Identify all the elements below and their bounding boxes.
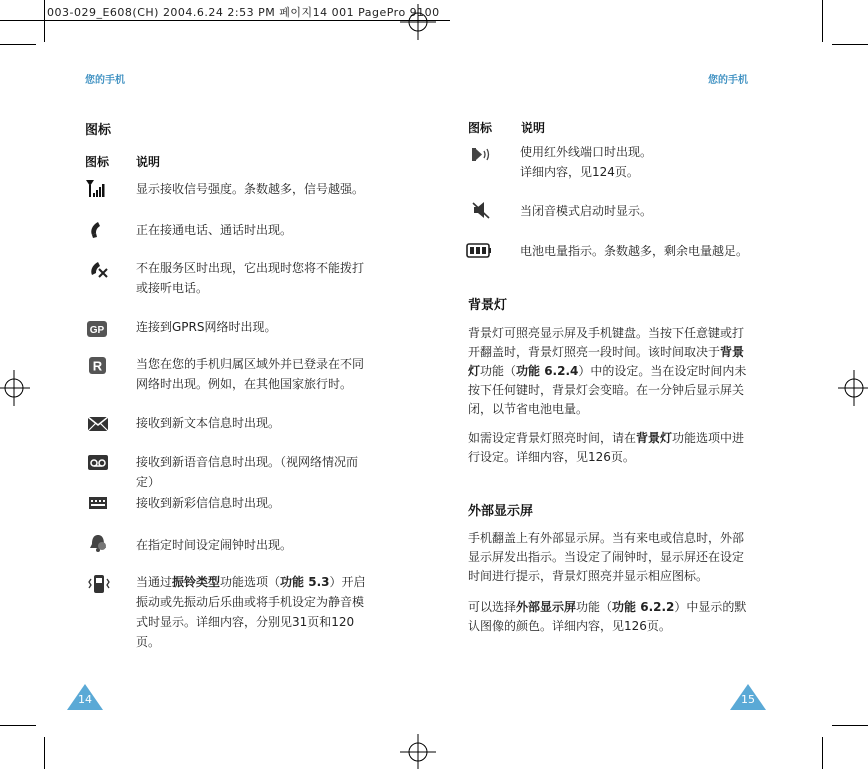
svg-text:R: R [92, 358, 103, 374]
alarm-icon [87, 532, 109, 554]
column-header-description: 说明 [136, 155, 161, 169]
list-item: 在指定时间设定闹钟时出现。 [136, 538, 293, 552]
list-item: 电池电量指示。条数越多，剩余电量越足。 [520, 244, 749, 258]
list-item: 接收到新彩信信息时出现。 [136, 496, 281, 510]
header-rule [0, 20, 450, 21]
registration-mark-bottom [398, 732, 438, 769]
section-title-external-display: 外部显示屏 [468, 504, 534, 519]
list-item: 显示接收信号强度。条数越多，信号越强。 [136, 182, 365, 196]
call-in-progress-icon [88, 219, 110, 241]
vibration-mode-icon [88, 573, 110, 595]
infrared-port-icon [470, 143, 492, 165]
page-number-right: 15 [741, 693, 755, 706]
crop-mark [44, 0, 45, 42]
list-item: 接收到新语音信息时出现。（视网络情况而定） [136, 455, 359, 489]
page-number-left: 14 [78, 693, 92, 706]
battery-level-icon [466, 240, 492, 262]
paragraph-external-display-2: 可以选择外部显示屏功能（功能 6.2.2）中显示的默认图像的颜色。详细内容，见126页。 [468, 600, 747, 633]
running-head-left: 您的手机 [85, 75, 125, 86]
print-header: 003-029_E608(CH) 2004.6.24 2:53 PM 페이지14 001 PagePro 9100 [47, 6, 440, 19]
paragraph-external-display-1: 手机翻盖上有外部显示屏。当有来电或信息时，外部显示屏发出指示。当设定了闹钟时，显示屏还在设定时间进行提示，背景灯照亮并显示相应图标。 [468, 531, 745, 583]
silent-mode-icon [470, 199, 492, 221]
new-multimedia-message-icon [87, 492, 109, 514]
crop-mark [0, 44, 36, 45]
column-header-icon: 图标 [85, 155, 110, 169]
list-item: 连接到GPRS网络时出现。 [136, 320, 277, 334]
column-header-description: 说明 [521, 121, 546, 135]
list-item: 当您在您的手机归属区域外并已登录在不同网络时出现。例如，在其他国家旅行时。 [136, 357, 365, 391]
list-item: 使用红外线端口时出现。 详细内容，见124页。 [520, 145, 653, 179]
list-item: 当闭音模式启动时显示。 [520, 204, 653, 218]
crop-mark [832, 44, 868, 45]
registration-mark-right [838, 368, 868, 408]
svg-text:GP: GP [89, 325, 105, 336]
list-item: 不在服务区时出现，它出现时您将不能拨打或接听电话。 [136, 261, 365, 295]
new-text-message-icon [87, 413, 109, 435]
paragraph-backlight-2: 如需设定背景灯照亮时间，请在背景灯功能选项中进行设定。详细内容，见126页。 [468, 431, 745, 464]
roaming-icon [87, 355, 109, 377]
running-head-right: 您的手机 [708, 75, 748, 86]
column-header-icon: 图标 [468, 121, 493, 135]
crop-mark [0, 725, 36, 726]
list-item: 接收到新文本信息时出现。 [136, 416, 281, 430]
crop-mark [822, 737, 823, 769]
signal-strength-icon [85, 178, 107, 200]
new-voice-message-icon [87, 451, 109, 473]
crop-mark [44, 737, 45, 769]
no-service-icon [88, 259, 110, 281]
section-title-icons: 图标 [85, 123, 112, 138]
crop-mark [832, 725, 868, 726]
list-item: 正在接通电话、通话时出现。 [136, 223, 293, 237]
registration-mark-top [398, 2, 438, 42]
paragraph-backlight-1: 背景灯可照亮显示屏及手机键盘。当按下任意键或打开翻盖时，背景灯照亮一段时间。该时间取决于背景灯功能（功能 6.2.4）中的设定。当在设定时间内未按下任何键时，背景灯会变暗。在一分钟后显示屏关闭，以节省电池电量。 [468, 326, 747, 416]
section-title-backlight: 背景灯 [468, 298, 508, 313]
registration-mark-left [0, 368, 30, 408]
gprs-icon [86, 318, 108, 340]
crop-mark [822, 0, 823, 42]
list-item-vibration: 当通过振铃类型功能选项（功能 5.3）开启振动或先振动后乐曲或将手机设定为静音模式时显示。详细内容，分别见31页和120页。 [136, 575, 366, 649]
